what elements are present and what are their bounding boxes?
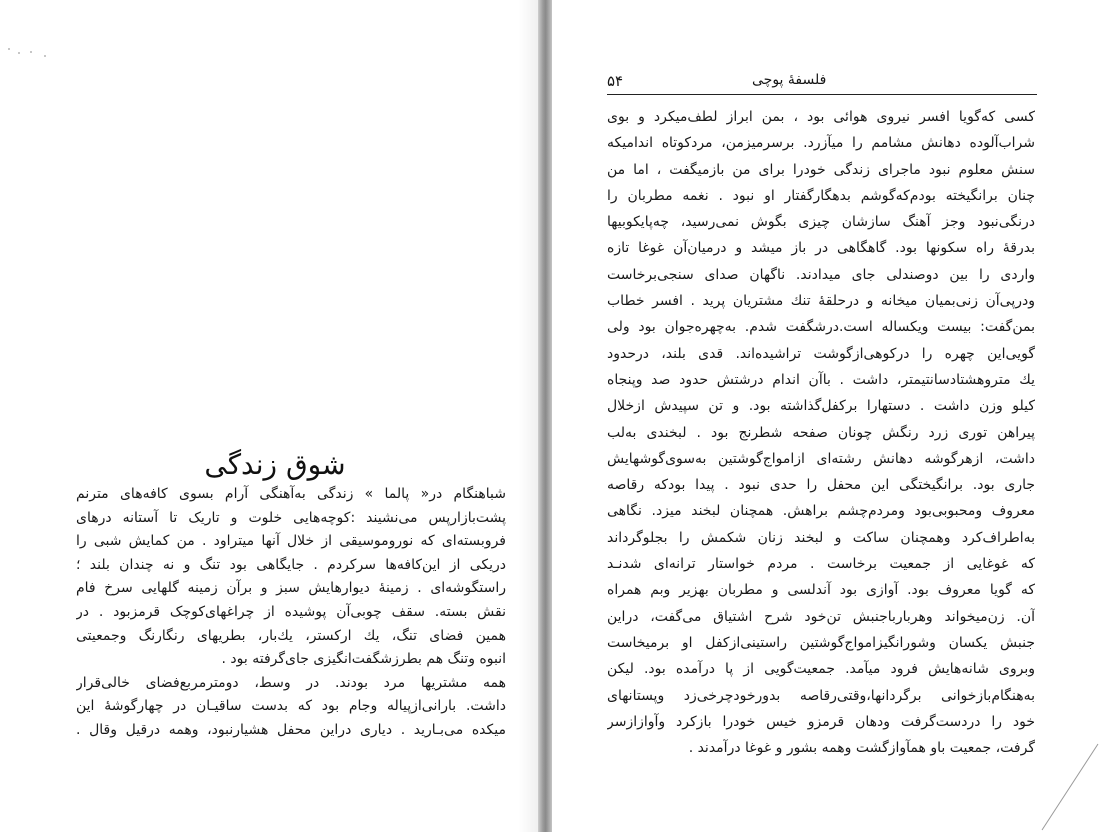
text-line: بمن‌گفت: بیست ویکساله است.درشگفت شدم. به‌چهره‌جوان بود ولی xyxy=(607,319,1035,336)
text-line: یك متروهشتادسانتیمتر، داشت . باآن اندام درشتش حدود صد وپنجاه xyxy=(607,371,1035,388)
text-line: وبروی شانه‌هایش فرود میآمد. جمعیت‌گویی از پا درآمده بود. لیکن xyxy=(607,661,1035,678)
text-line: داشت. بارانی‌ازپیاله وجام بود که بدست ساقیـان در چهارگوشهٔ این xyxy=(76,698,506,715)
text-line: ودرپی‌آن زنی‌بمیان میخانه و درحلقهٔ تنك مشتریان پرید . افسر خطاب xyxy=(607,293,1035,310)
text-line: سنش معلوم نبود ماجرای زندگی خودرا برای من بازمیگفت ، اما من xyxy=(607,161,1035,178)
running-title: فلسفهٔ پوچی xyxy=(752,72,827,88)
text-line: واردی را بین دوصندلی جای میدادند. ناگهان صدای سنجی‌برخاست xyxy=(607,266,1035,283)
left-body-text xyxy=(76,483,506,743)
text-line: داشت، ازهرگوشه دهانش رشته‌ای ازامواج‌گوشتین به‌سوی‌گوشهایش xyxy=(607,450,1035,467)
scan-speck xyxy=(18,52,20,54)
text-line: پیراهن توری زرد رنگش چونان صفحه شطرنج بود . لبخندی به‌لب xyxy=(607,424,1035,441)
text-line: چنان برانگیخته بودم‌که‌گوشم بدهگارگفتار او نبود . نغمه مطربان را xyxy=(607,187,1035,204)
scan-speck xyxy=(30,51,32,53)
text-line: فروبسته‌ای که نوروموسیقی از خلال آنها میتراود . من کمایش شبی را xyxy=(76,533,506,550)
page-number: ۵۴ xyxy=(607,72,624,90)
text-line: همین فضای تنگ، یك ارکستر، یك‌بار، بطریهای رنگارنگ وجمعیتی xyxy=(76,627,506,644)
text-line: شباهنگام در« پالما » زندگی به‌آهنگی آرام بسوی کافه‌های مترنم xyxy=(76,486,506,502)
scan-speck xyxy=(44,55,46,57)
page-shadow xyxy=(518,0,538,832)
text-line: میکده می‌بـارید . دیاری دراین محفل هشیارنبود، وهمه درقیل وقال . xyxy=(76,721,506,738)
text-line: آن. زن‌میخواند وهرباربا‌جنبش تن‌خود شرح اشتیاق می‌گفت، دراین xyxy=(607,608,1035,625)
text-line: گویی‌این چهره را درکوهی‌ازگوشت تراشیده‌اند. قدی بلند، درحدود xyxy=(607,345,1035,362)
text-line: بدرقهٔ راه سکونها بود. گاهگاهی در باز میشد و درمیان‌آن غوغا تازه xyxy=(607,240,1035,257)
text-line: راستگوشه‌ای . زمینهٔ دیوارهایش سبز و برآن زمینه گلهایی سرخ فام xyxy=(76,580,506,597)
right-body-text xyxy=(607,104,1035,761)
text-line: معروف ومحبوبی‌بود ومردم‌چشم براهش. همچنان لبخند میزد. نگاهی xyxy=(607,503,1035,520)
text-line: به‌هنگام‌بازخوانی برگردانها،وقتی‌رقاصه بدورخودچرخی‌زد وپستانهای xyxy=(607,687,1035,704)
scan-speck xyxy=(8,48,10,50)
text-line: شراب‌آلوده دهانش مشامم را میآزرد. برسرمیزمن، مردکوتاه اندامیکه xyxy=(607,135,1035,152)
text-line: کسی که‌گویا افسر نیروی هوائی بود ، بمن ابراز لطف‌میکرد و بوی xyxy=(607,109,1035,125)
book-gutter xyxy=(538,0,552,832)
page-edge-line xyxy=(1040,742,1099,832)
text-line: خود را دردست‌گرفت ودهان قرمزو خیس خودرا بازکرد و‌آوازازسر xyxy=(607,713,1035,730)
chapter-title: شوق زندگی xyxy=(204,448,346,481)
text-line: انبوه وتنگ هم بطرزشگفت‌انگیزی جای‌گرفته بود . xyxy=(221,651,506,668)
text-line: جنبش یکسان وشورانگیزامواج‌گوشتین راستینی‌ازکفل او برمیخاست xyxy=(607,634,1035,651)
text-line: گرفت، جمعیت باو همآوازگشت وهمه بشور و غوغا درآمدند . xyxy=(688,740,1035,757)
text-line: جاری بود. برانگیختگی این محفل را حدی نبود . پیدا بودکه رقاصه xyxy=(607,477,1035,494)
text-line: کیلو وزن داشت . دستهارا برکفل‌گذاشته بود. و تن سپیدش ازخلال xyxy=(607,398,1035,415)
text-line: پشت‌بازارپس می‌نشیند :کوچه‌هایی خلوت و تاریک تا آستانه درهای xyxy=(76,509,506,526)
text-line: به‌اطراف‌کرد وهمچنان ساکت و لبخند زنان شکمش را بجلوگرداند xyxy=(607,529,1035,546)
running-header xyxy=(607,70,1037,95)
left-page xyxy=(0,0,538,832)
text-line: درنگی‌نبود وجز آهنگ سازشان چیزی بگوش نمی‌رسید، چه‌پایکوبیها xyxy=(607,214,1035,231)
text-line: که غوغایی از جمعیت برخاست . مردم خواستار ترانه‌ای شدنـد xyxy=(607,556,1035,573)
text-line: نقش بسته. سقف چوبی‌آن پوشیده از چراغهای‌کوچک قرمزبود . در xyxy=(76,603,506,620)
text-line: که گویا معروف بود. آوازی بود آندلسی و مطربان بهزیر وبم همراه xyxy=(607,582,1035,599)
text-line: همه مشتریها مرد بودند. در وسط، دومتر‌مربع‌فضای خالی‌قرار xyxy=(76,674,506,691)
text-line: دریکی از این‌کافه‌ها سرکردم . جایگاهی بود تنگ و نه چندان بلند ؛ xyxy=(76,556,506,573)
